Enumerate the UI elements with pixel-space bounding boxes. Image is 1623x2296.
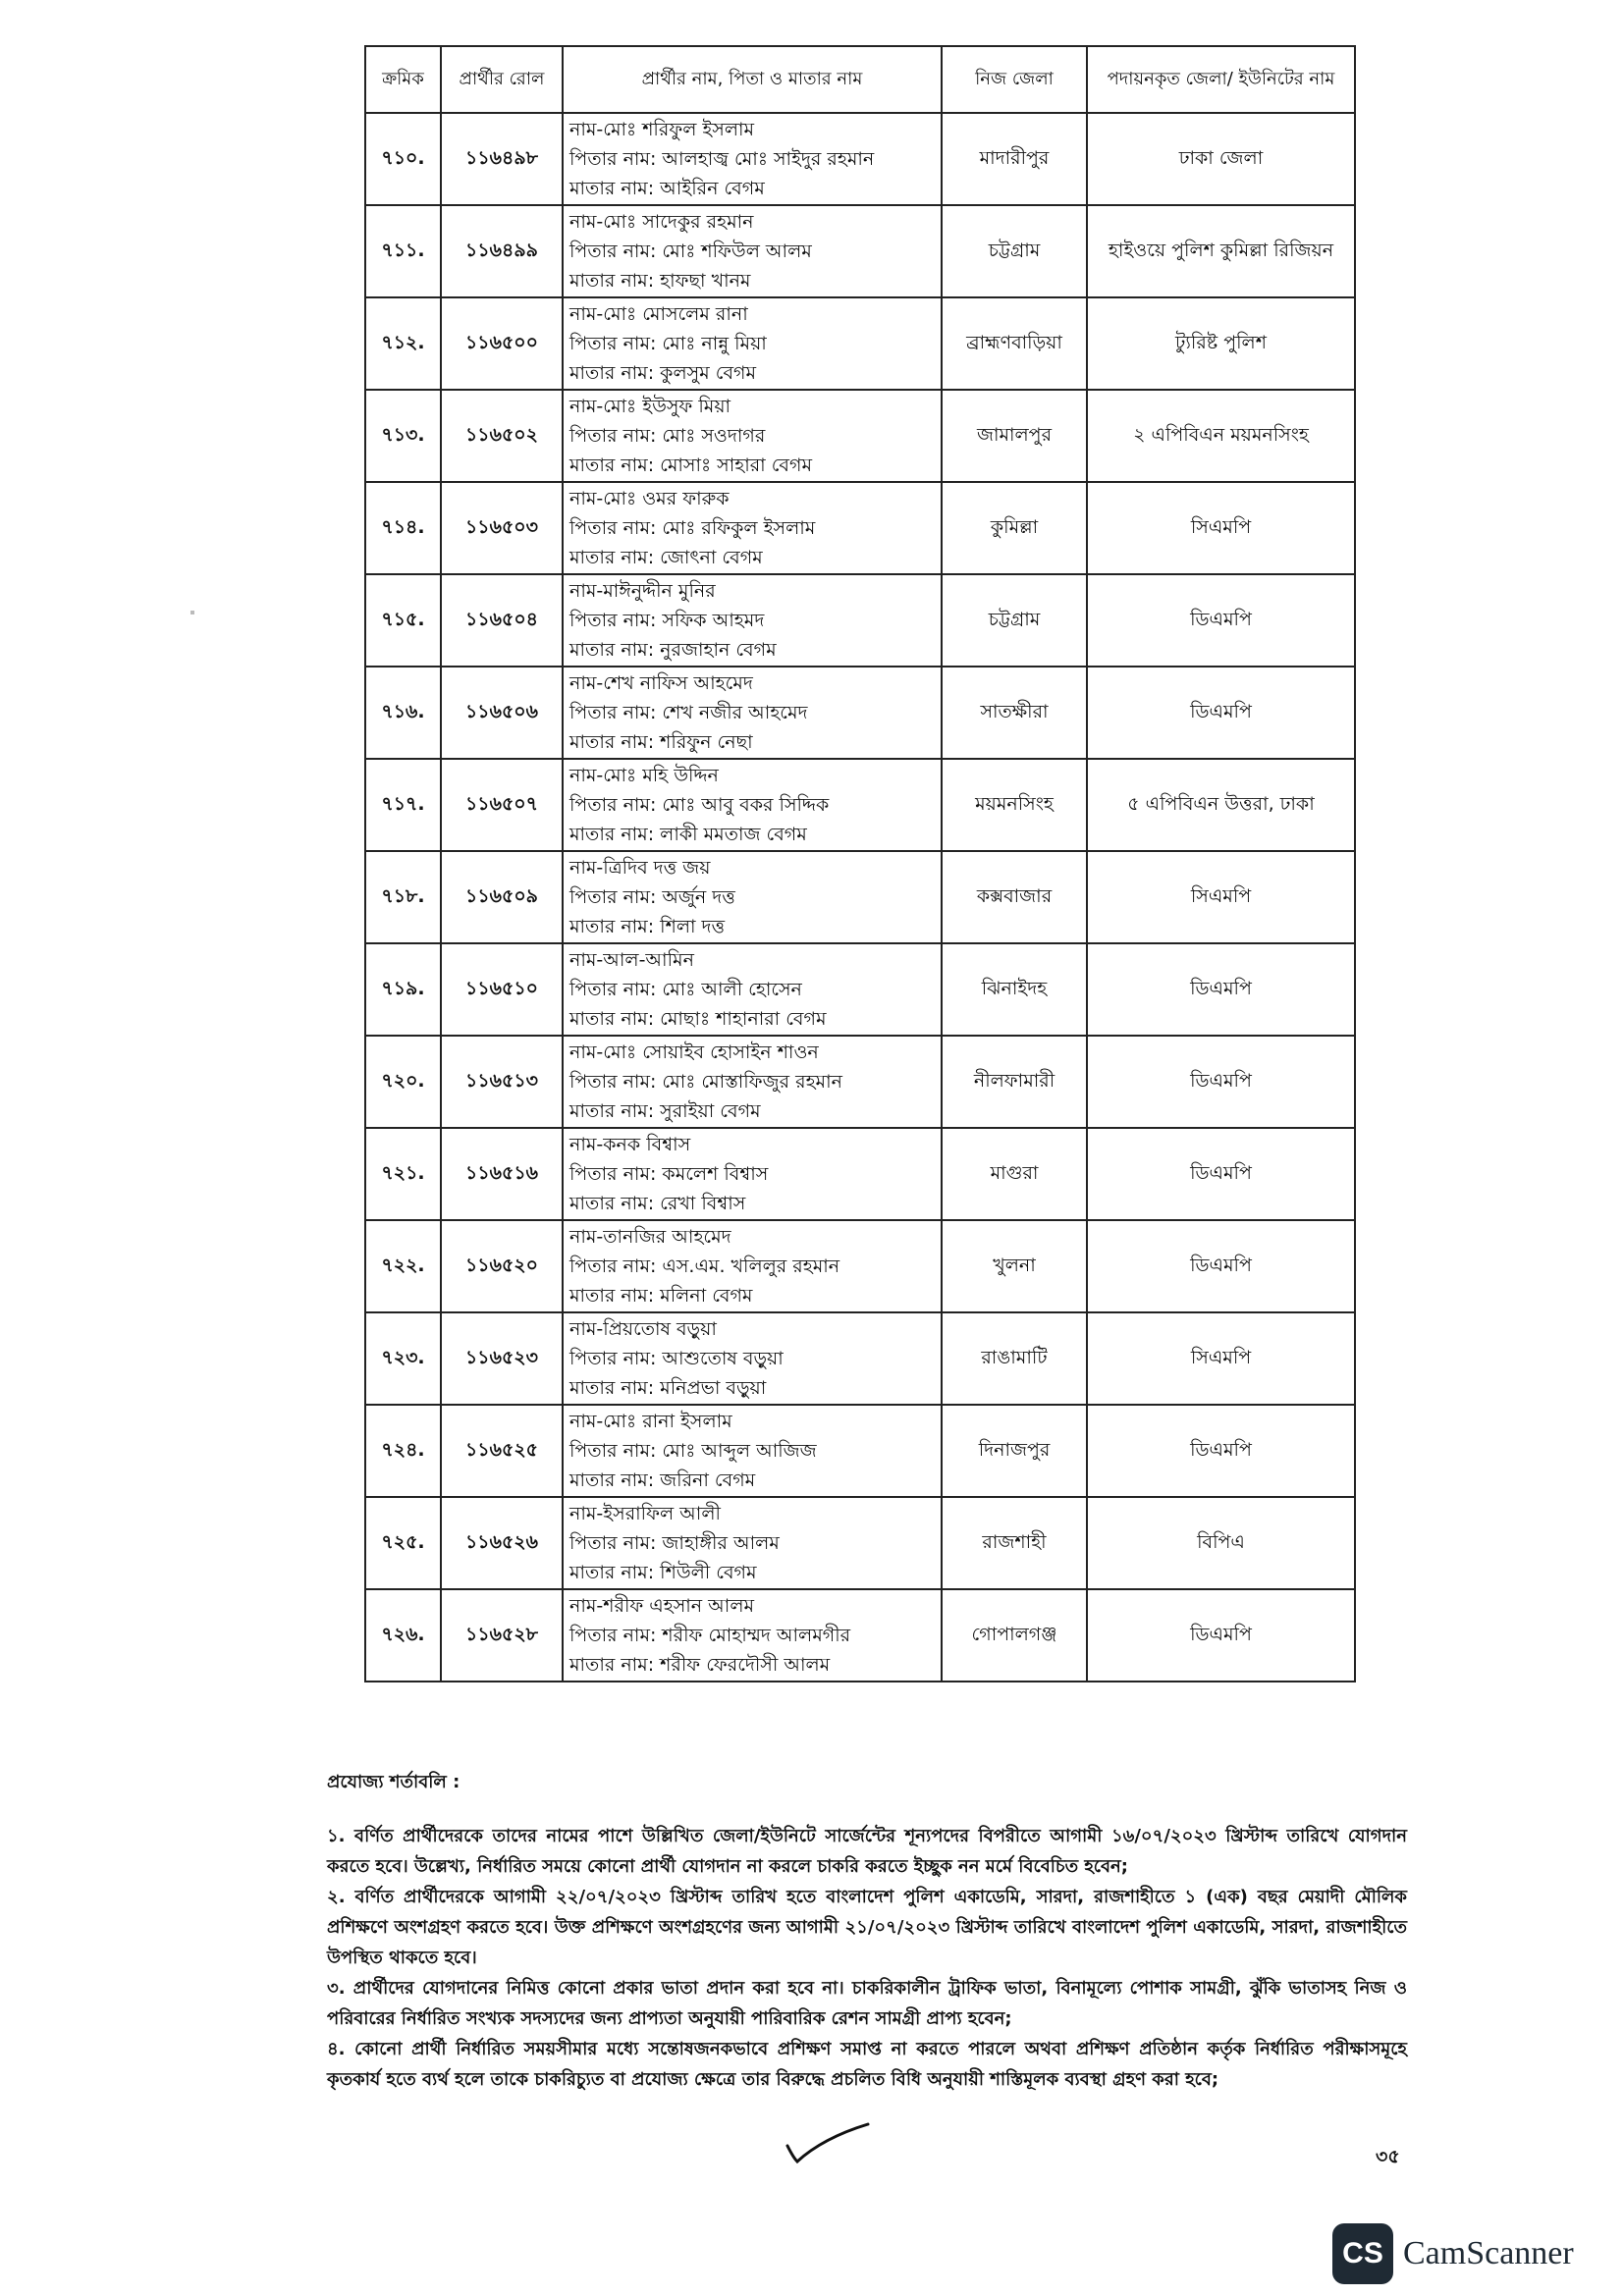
roll-cell: ১১৬৫২৩ [441,1312,563,1405]
roll-cell: ১১৬৪৯৯ [441,205,563,297]
roll-cell: ১১৬৫১০ [441,943,563,1036]
table-row [365,482,1355,574]
home-district-cell: চট্টগ্রাম [942,574,1087,667]
names-cell [563,205,942,297]
posting-unit-cell: হাইওয়ে পুলিশ কুমিল্লা রিজিয়ন [1087,205,1355,297]
home-district-cell: গোপালগঞ্জ [942,1589,1087,1682]
posting-unit-cell: ২ এপিবিএন ময়মনসিংহ [1087,390,1355,482]
candidate-name: নাম-মোঃ ওমর ফারুক [569,488,730,509]
mother-name: মাতার নাম: রেখা বিশ্বাস [569,1193,746,1214]
posting-unit-cell: ডিএমপি [1087,1036,1355,1128]
mother-name: মাতার নাম: জোৎনা বেগম [569,547,763,568]
home-district-cell: রাঙামাটি [942,1312,1087,1405]
serial-cell: ৭১৬. [365,667,441,759]
mother-name: মাতার নাম: কুলসুম বেগম [569,362,757,384]
candidate-name: নাম-শরীফ এহসান আলম [569,1595,755,1617]
candidate-name: নাম-মোঃ শরিফুল ইসলাম [569,119,755,140]
serial-cell: ৭১১. [365,205,441,297]
candidate-name: নাম-শেখ নাফিস আহমেদ [569,672,753,694]
candidate-name: নাম-মোঃ ইউসুফ মিয়া [569,396,731,417]
candidate-name: নাম-মোঃ সোয়াইব হোসাইন শাওন [569,1041,819,1063]
serial-cell: ৭২১. [365,1128,441,1220]
mother-name: মাতার নাম: জরিনা বেগম [569,1469,756,1491]
roll-cell: ১১৬৫০২ [441,390,563,482]
table-row [365,574,1355,667]
table-row [365,667,1355,759]
table-row [365,297,1355,390]
posting-unit-cell: ঢাকা জেলা [1087,113,1355,205]
candidate-name: নাম-আল-আমিন [569,949,694,971]
mother-name: মাতার নাম: নুরজাহান বেগম [569,639,777,661]
serial-cell: ৭১৯. [365,943,441,1036]
table-row [365,113,1355,205]
mother-name: মাতার নাম: মলিনা বেগম [569,1285,753,1307]
father-name: পিতার নাম: আলহাজ্ব মোঃ সাইদুর রহমান [569,148,875,170]
names-cell [563,1220,942,1312]
serial-cell: ৭১৮. [365,851,441,943]
posting-unit-cell: ডিএমপি [1087,1220,1355,1312]
roll-cell: ১১৬৫১৩ [441,1036,563,1128]
names-cell [563,113,942,205]
home-district-cell: সাতক্ষীরা [942,667,1087,759]
father-name: পিতার নাম: সফিক আহমদ [569,610,765,631]
home-district-cell: খুলনা [942,1220,1087,1312]
scan-dot [190,611,194,614]
roll-cell: ১১৬৫১৬ [441,1128,563,1220]
serial-cell: ৭১৭. [365,759,441,851]
header-home-district: নিজ জেলা [942,46,1087,113]
home-district-cell: ঝিনাইদহ [942,943,1087,1036]
names-cell [563,297,942,390]
father-name: পিতার নাম: মোঃ নান্নু মিয়া [569,333,767,354]
table-row [365,205,1355,297]
condition-item-1: ১. বর্ণিত প্রার্থীদেরকে তাদের নামের পাশে উল্লিখিত জেলা/ইউনিটে সার্জেন্টের শূন্যপদের বিপরীতে আগামী ১৬/০৭/২০২৩ খ্রিস্টাব্দ তারিখে যোগদান করতে হবে। উল্লেখ্য, নির্ধারিত সময়ে কোনো প্রার্থী যোগদান না করলে চাকরি করতে ইচ্ছুক নন মর্মে বিবেচিত হবেন; [327,1826,1407,1877]
camscanner-watermark [1332,2223,1574,2284]
father-name: পিতার নাম: মোঃ আলী হোসেন [569,979,802,1000]
father-name: পিতার নাম: মোঃ আব্দুল আজিজ [569,1440,817,1462]
table-header-row [365,46,1355,113]
header-posting-unit: পদায়নকৃত জেলা/ ইউনিটের নাম [1087,46,1355,113]
page-number: ৩৫ [1376,2146,1400,2167]
conditions-section [327,1767,1407,2095]
mother-name: মাতার নাম: শরীফ ফেরদৌসী আলম [569,1654,831,1676]
home-district-cell: কক্সবাজার [942,851,1087,943]
mother-name: মাতার নাম: মোছাঃ শাহানারা বেগম [569,1008,827,1030]
condition-item-4: ৪. কোনো প্রার্থী নির্ধারিত সময়সীমার মধ্যে সন্তোষজনকভাবে প্রশিক্ষণ সমাপ্ত না করতে পারলে অথবা প্রশিক্ষণ প্রতিষ্ঠান কর্তৃক নির্ধারিত পরীক্ষাসমূহে কৃতকার্য হতে ব্যর্থ হলে তাকে চাকরিচ্যুত বা প্রযোজ্য ক্ষেত্রে তার বিরুদ্ধে প্রচলিত বিধি অনুযায়ী শাস্তিমূলক ব্যবস্থা গ্রহণ করা হবে; [327,2039,1407,2090]
candidate-name: নাম-মোঃ সাদেকুর রহমান [569,211,754,233]
serial-cell: ৭১০. [365,113,441,205]
names-cell [563,759,942,851]
posting-unit-cell: সিএমপি [1087,1312,1355,1405]
serial-cell: ৭২৫. [365,1497,441,1589]
posting-unit-cell: ডিএমপি [1087,667,1355,759]
candidate-name: নাম-মোঃ মোসলেম রানা [569,303,748,325]
names-cell [563,943,942,1036]
home-district-cell: রাজশাহী [942,1497,1087,1589]
names-cell [563,390,942,482]
table-row [365,851,1355,943]
names-cell [563,1036,942,1128]
table-row [365,1220,1355,1312]
roll-cell: ১১৬৫২৬ [441,1497,563,1589]
candidate-name: নাম-মাঈনুদ্দীন মুনির [569,580,716,602]
father-name: পিতার নাম: অর্জুন দত্ত [569,886,735,908]
candidate-name: নাম-মোঃ রানা ইসলাম [569,1411,732,1432]
roll-cell: ১১৬৫২৫ [441,1405,563,1497]
serial-cell: ৭২৩. [365,1312,441,1405]
father-name: পিতার নাম: মোঃ মোস্তাফিজুর রহমান [569,1071,842,1093]
candidate-name: নাম-ইসরাফিল আলী [569,1503,721,1524]
roll-cell: ১১৬৫০৭ [441,759,563,851]
posting-unit-cell: সিএমপি [1087,482,1355,574]
home-district-cell: মাদারীপুর [942,113,1087,205]
serial-cell: ৭২০. [365,1036,441,1128]
roll-cell: ১১৬৫০৬ [441,667,563,759]
names-cell [563,667,942,759]
father-name: পিতার নাম: আশুতোষ বড়ুয়া [569,1348,784,1369]
table-row [365,390,1355,482]
candidate-name: নাম-তানজির আহমেদ [569,1226,731,1248]
home-district-cell: মাগুরা [942,1128,1087,1220]
table-row [365,1036,1355,1128]
home-district-cell: কুমিল্লা [942,482,1087,574]
serial-cell: ৭১৪. [365,482,441,574]
posting-unit-cell: ৫ এপিবিএন উত্তরা, ঢাকা [1087,759,1355,851]
candidate-name: নাম-কনক বিশ্বাস [569,1134,691,1155]
camscanner-logo-icon: CS [1332,2223,1393,2284]
roll-cell: ১১৬৫০৩ [441,482,563,574]
mother-name: মাতার নাম: শরিফুন নেছা [569,731,753,753]
candidate-name: নাম-মোঃ মহি উদ্দিন [569,765,719,786]
roll-cell: ১১৬৫২০ [441,1220,563,1312]
posting-unit-cell: ডিএমপি [1087,943,1355,1036]
candidate-name: নাম-প্রিয়তোষ বড়ুয়া [569,1318,717,1340]
signature-mark [784,2118,872,2165]
header-serial: ক্রমিক [365,46,441,113]
father-name: পিতার নাম: মোঃ আবু বকর সিদ্দিক [569,794,830,816]
father-name: পিতার নাম: শেখ নজীর আহমেদ [569,702,808,723]
mother-name: মাতার নাম: মোসাঃ সাহারা বেগম [569,454,812,476]
roll-cell: ১১৬৪৯৮ [441,113,563,205]
header-names: প্রার্থীর নাম, পিতা ও মাতার নাম [563,46,942,113]
mother-name: মাতার নাম: হাফছা খানম [569,270,751,292]
names-cell [563,482,942,574]
posting-unit-cell: ট্যুরিষ্ট পুলিশ [1087,297,1355,390]
home-district-cell: দিনাজপুর [942,1405,1087,1497]
father-name: পিতার নাম: এস.এম. খলিলুর রহমান [569,1255,840,1277]
posting-unit-cell: সিএমপি [1087,851,1355,943]
father-name: পিতার নাম: মোঃ সওদাগর [569,425,766,447]
roll-cell: ১১৬৫০৯ [441,851,563,943]
candidate-table [364,45,1356,1682]
roll-cell: ১১৬৫০০ [441,297,563,390]
table-row [365,1405,1355,1497]
posting-unit-cell: ডিএমপি [1087,1128,1355,1220]
serial-cell: ৭২৬. [365,1589,441,1682]
mother-name: মাতার নাম: শিউলী বেগম [569,1562,757,1583]
candidate-name: নাম-ত্রিদিব দত্ত জয় [569,857,711,879]
conditions-title: প্রযোজ্য শর্তাবলি : [327,1772,460,1792]
names-cell [563,1497,942,1589]
posting-unit-cell: ডিএমপি [1087,1405,1355,1497]
posting-unit-cell: ডিএমপি [1087,1589,1355,1682]
mother-name: মাতার নাম: সুরাইয়া বেগম [569,1100,761,1122]
home-district-cell: ব্রাহ্মণবাড়িয়া [942,297,1087,390]
names-cell [563,1405,942,1497]
serial-cell: ৭১৩. [365,390,441,482]
table-row [365,943,1355,1036]
table-row [365,1312,1355,1405]
names-cell [563,574,942,667]
serial-cell: ৭১৫. [365,574,441,667]
roll-cell: ১১৬৫২৮ [441,1589,563,1682]
table-row [365,1589,1355,1682]
mother-name: মাতার নাম: আইরিন বেগম [569,178,765,199]
home-district-cell: নীলফামারী [942,1036,1087,1128]
serial-cell: ৭২২. [365,1220,441,1312]
names-cell [563,851,942,943]
condition-item-2: ২. বর্ণিত প্রার্থীদেরকে আগামী ২২/০৭/২০২৩ খ্রিস্টাব্দ তারিখ হতে বাংলাদেশ পুলিশ একাডেমি, সারদা, রাজশাহীতে ১ (এক) বছর মেয়াদী মৌলিক প্রশিক্ষণে অংশগ্রহণ করতে হবে। উক্ত প্রশিক্ষণে অংশগ্রহণের জন্য আগামী ২১/০৭/২০২৩ খ্রিস্টাব্দ তারিখে বাংলাদেশ পুলিশ একাডেমি, সারদা, রাজশাহীতে উপস্থিত থাকতে হবে। [327,1887,1407,1968]
names-cell [563,1589,942,1682]
father-name: পিতার নাম: মোঃ শফিউল আলম [569,240,812,262]
mother-name: মাতার নাম: শিলা দত্ত [569,916,726,937]
table-row [365,1497,1355,1589]
father-name: পিতার নাম: জাহাঙ্গীর আলম [569,1532,780,1554]
header-roll: প্রার্থীর রোল [441,46,563,113]
camscanner-brand: CamScanner [1403,2235,1574,2271]
posting-unit-cell: ডিএমপি [1087,574,1355,667]
mother-name: মাতার নাম: মনিপ্রভা বড়ুয়া [569,1377,767,1399]
mother-name: মাতার নাম: লাকী মমতাজ বেগম [569,824,807,845]
names-cell [563,1128,942,1220]
condition-item-3: ৩. প্রার্থীদের যোগদানের নিমিত্ত কোনো প্রকার ভাতা প্রদান করা হবে না। চাকরিকালীন ট্রাফিক ভাতা, বিনামূল্যে পোশাক সামগ্রী, ঝুঁকি ভাতাসহ নিজ ও পরিবারের নির্ধারিত সংখ্যক সদস্যদের জন্য প্রাপ্যতা অনুযায়ী পারিবারিক রেশন সামগ্রী প্রাপ্য হবেন; [327,1978,1407,2029]
father-name: পিতার নাম: কমলেশ বিশ্বাস [569,1163,769,1185]
home-district-cell: ময়মনসিংহ [942,759,1087,851]
father-name: পিতার নাম: মোঃ রফিকুল ইসলাম [569,517,816,539]
home-district-cell: চট্টগ্রাম [942,205,1087,297]
table-row [365,1128,1355,1220]
names-cell [563,1312,942,1405]
table-body [365,113,1355,1682]
serial-cell: ৭২৪. [365,1405,441,1497]
roll-cell: ১১৬৫০৪ [441,574,563,667]
home-district-cell: জামালপুর [942,390,1087,482]
posting-unit-cell: বিপিএ [1087,1497,1355,1589]
father-name: পিতার নাম: শরীফ মোহাম্মদ আলমগীর [569,1625,851,1646]
table-row [365,759,1355,851]
serial-cell: ৭১২. [365,297,441,390]
